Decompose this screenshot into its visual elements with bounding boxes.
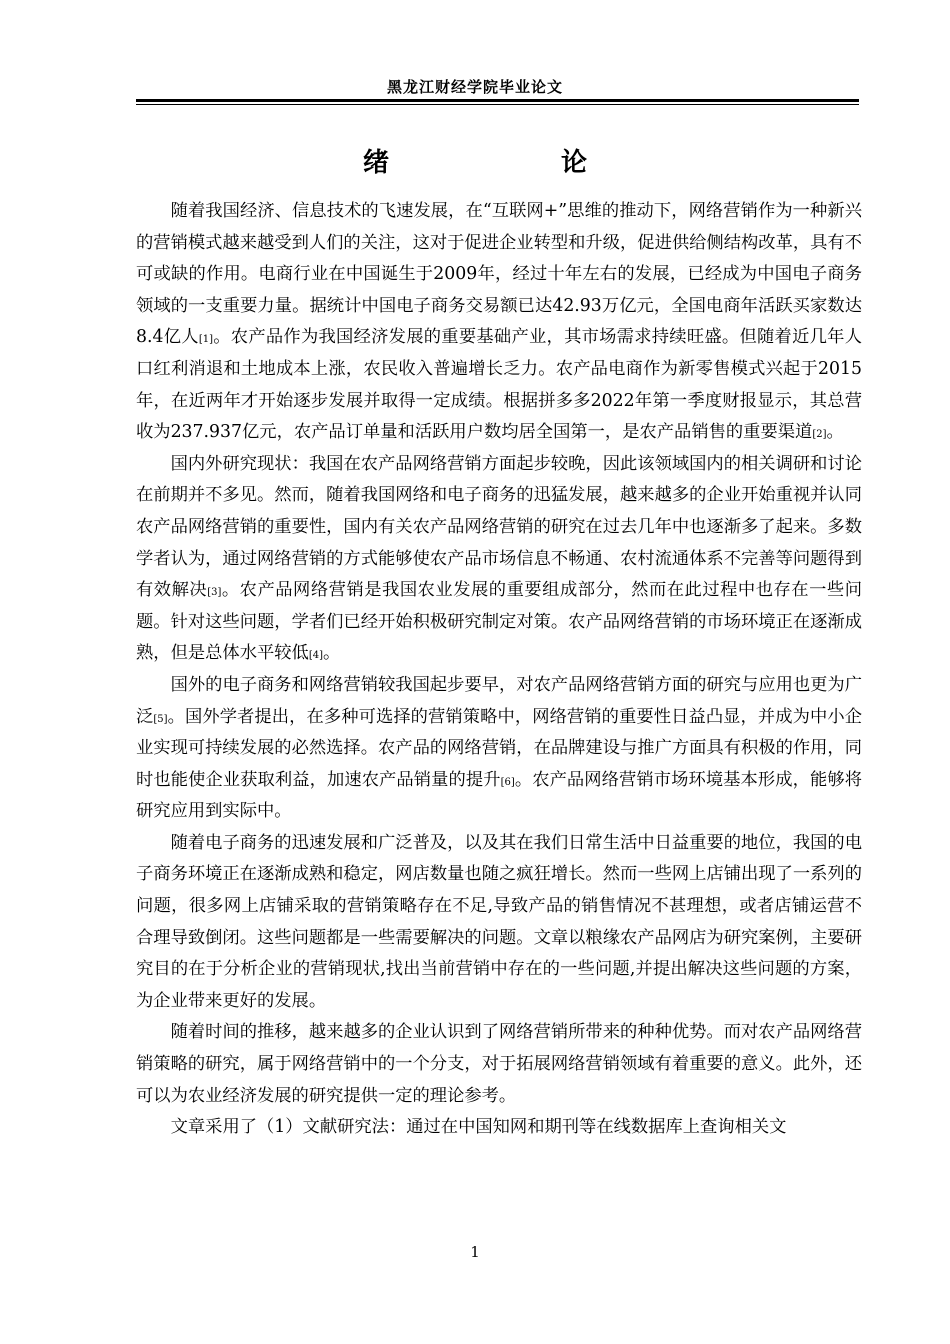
- paragraph: [136, 828, 862, 1018]
- citation-marker: [6]: [500, 776, 515, 788]
- paragraph: [136, 449, 862, 670]
- paragraph: [136, 1112, 862, 1144]
- body-text: [136, 196, 862, 1144]
- page-number: 1: [470, 1243, 480, 1261]
- running-header: 黑龙江财经学院毕业论文: [386, 78, 563, 96]
- paragraph: [136, 1017, 862, 1112]
- paragraph: [136, 196, 862, 449]
- paragraph-text: 随着我国经济、信息技术的飞速发展，在“互联网+”思维的推动下，网络营销作为一种新兴的营销模式越来越受到人们的关注，这对于促进企业转型和升级，促进供给侧结构改革，具有不可或缺的作用。电商行业在中国诞生于2009年，经过十年左右的发展，已经成为中国电子商务领域的一支重要力量。据统计中国电子商务交易额已达42.93万亿元，全国电商年活跃买家数达8.4亿人: [136, 201, 862, 348]
- paragraph-text: 。农产品网络营销市场环境基本形成，能够将研究应用到实际中。: [136, 769, 862, 822]
- paragraph-text: 随着电子商务的迅速发展和广泛普及，以及其在我们日常生活中日益重要的地位，我国的电子商务环境正在逐渐成熟和稳定，网店数量也随之疯狂增长。然而一些网上店铺出现了一系列的问题，很多网上店铺采取的营销策略存在不足,导致产品的销售情况不甚理想，或者店铺运营不合理导致倒闭。这些问题都是一些需要解决的问题。文章以粮缘农产品网店为研究案例，主要研究目的在于分析企业的营销现状,找出当前营销中存在的一些问题,并提出解决这些问题的方案，为企业带来更好的发展。: [136, 832, 862, 1011]
- header-rule-thick: [136, 99, 859, 102]
- paragraph-text: 。农产品网络营销是我国农业发展的重要组成部分，然而在此过程中也存在一些问题。针对这些问题，学者们已经开始积极研究制定对策。农产品网络营销的市场环境正在逐渐成熟，但是总体水平较低: [136, 580, 862, 664]
- citation-marker: [5]: [153, 713, 168, 725]
- paragraph-text: 。: [323, 643, 341, 664]
- citation-marker: [3]: [207, 587, 222, 599]
- paragraph-text: 随着时间的推移，越来越多的企业认识到了网络营销所带来的种种优势。而对农产品网络营销策略的研究，属于网络营销中的一个分支，对于拓展网络营销领域有着重要的意义。此外，还可以为农业经济发展的研究提供一定的理论参考。: [136, 1022, 862, 1106]
- paragraph-text: 。: [826, 422, 844, 443]
- paragraph-text: 文章采用了（1）文献研究法：通过在中国知网和期刊等在线数据库上查询相关文: [170, 1117, 787, 1138]
- citation-marker: [4]: [308, 650, 323, 662]
- paragraph-text: 。国外学者提出，在多种可选择的营销策略中，网络营销的重要性日益凸显，并成为中小企业实现可持续发展的必然选择。农产品的网络营销，在品牌建设与推广方面具有积极的作用，同时也能使企业获取利益，加速农产品销量的提升: [136, 706, 862, 790]
- paragraph-text: 国外的电子商务和网络营销较我国起步要早，对农产品网络营销方面的研究与应用也更为广泛: [136, 674, 862, 727]
- paragraph: [136, 670, 862, 828]
- citation-marker: [1]: [198, 334, 213, 346]
- header-rule-thin: [136, 104, 859, 105]
- paragraph-text: 。农产品作为我国经济发展的重要基础产业，其市场需求持续旺盛。但随着近几年人口红利消退和土地成本上涨，农民收入普遍增长乏力。农产品电商作为新零售模式兴起于2015年，在近两年才开始逐步发展并取得一定成绩。根据拼多多2022年第一季度财报显示，其总营收为237.937亿元，农产品订单量和活跃用户数均居全国第一，是农产品销售的重要渠道: [136, 327, 862, 443]
- citation-marker: [2]: [812, 429, 827, 441]
- chapter-title: 绪 论: [362, 148, 627, 178]
- paragraph-text: 国内外研究现状：我国在农产品网络营销方面起步较晚，因此该领域国内的相关调研和讨论在前期并不多见。然而，随着我国网络和电子商务的迅猛发展，越来越多的企业开始重视并认同农产品网络营销的重要性，国内有关农产品网络营销的研究在过去几年中也逐渐多了起来。多数学者认为，通过网络营销的方式能够使农产品市场信息不畅通、农村流通体系不完善等问题得到有效解决: [136, 453, 862, 601]
